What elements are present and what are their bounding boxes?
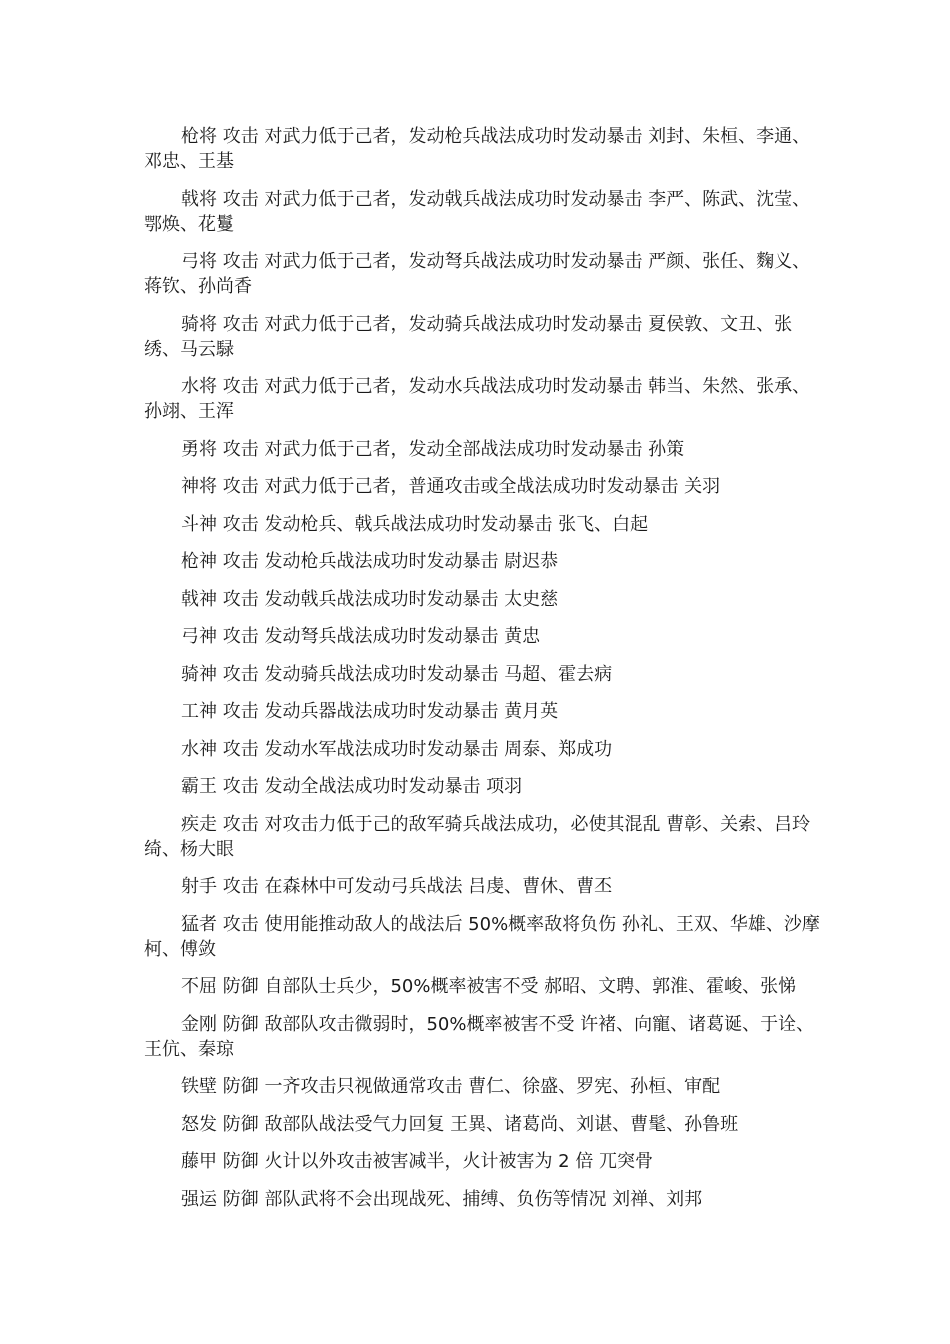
skill-entry-spear-god: 枪神 攻击 发动枪兵战法成功时发动暴击 尉迟恭	[181, 551, 559, 572]
skill-entry-indomitable: 不屈 防御 自部队士兵少，50%概率被害不受 郝昭、文聘、郭淮、霍峻、张悌	[181, 976, 797, 997]
skill-entry-cavalry-god: 骑神 攻击 发动骑兵战法成功时发动暴击 马超、霍去病	[181, 663, 613, 685]
skill-entry-fortune: 强运 防御 部队武将不会出现战死、捕缚、负伤等情况 刘禅、刘邦	[181, 1188, 703, 1210]
skill-entry-spear-general: 枪将 攻击 对武力低于己者，发动枪兵战法成功时发动暴击 刘封、朱桓、李通、邓忠、王基	[144, 126, 811, 172]
document-body	[144, 124, 820, 1224]
skill-entry-fury: 怒发 防御 敌部队战法受气力回复 王異、诸葛尚、刘谌、曹髦、孙鲁班	[181, 1113, 739, 1135]
skill-entry-fierce: 猛者 攻击 使用能推动敌人的战法后 50%概率敌将负伤 孙礼、王双、华雄、沙摩柯、傅敛	[144, 913, 820, 960]
skill-entry-overlord: 霸王 攻击 发动全战法成功时发动暴击 项羽	[181, 776, 523, 797]
skill-entry-divine-general: 神将 攻击 对武力低于己者，普通攻击或全战法成功时发动暴击 关羽	[181, 476, 721, 497]
skill-entry-engineering-god: 工神 攻击 发动兵器战法成功时发动暴击 黄月英	[181, 701, 559, 722]
skill-entry-rattan-armor: 藤甲 防御 火计以外攻击被害减半，火计被害为 2 倍 兀突骨	[181, 1151, 654, 1172]
skill-entry-cavalry-general: 骑将 攻击 对武力低于己者，发动骑兵战法成功时发动暴击 夏侯敦、文丑、张绣、马云騄	[144, 313, 793, 360]
skill-entry-halberd-general: 戟将 攻击 对武力低于己者，发动戟兵战法成功时发动暴击 李严、陈武、沈莹、鄂焕、花鬘	[144, 188, 811, 235]
skill-entry-vajra: 金刚 防御 敌部队攻击微弱时，50%概率被害不受 许褚、向寵、诸葛诞、于诠、王伉、秦琼	[144, 1013, 815, 1060]
skill-entry-battle-god: 斗神 攻击 发动枪兵、戟兵战法成功时发动暴击 张飞、白起	[181, 513, 649, 535]
skill-entry-naval-god: 水神 攻击 发动水军战法成功时发动暴击 周泰、郑成功	[181, 738, 613, 760]
skill-entry-naval-general: 水将 攻击 对武力低于己者，发动水兵战法成功时发动暴击 韩当、朱然、张承、孙翊、王浑	[144, 376, 811, 422]
skill-entry-gallop: 疾走 攻击 对攻击力低于己的敌军骑兵战法成功，必使其混乱 曹彰、关索、吕玲绮、杨大眼	[144, 813, 811, 860]
skill-entry-brave-general: 勇将 攻击 对武力低于己者，发动全部战法成功时发动暴击 孙策	[181, 438, 685, 460]
skill-entry-iron-wall: 铁壁 防御 一齐攻击只视做通常攻击 曹仁、徐盛、罗宪、孙桓、审配	[181, 1076, 721, 1097]
skill-entry-archer: 射手 攻击 在森林中可发动弓兵战法 吕虔、曹休、曹丕	[181, 876, 613, 897]
skill-entry-bow-god: 弓神 攻击 发动弩兵战法成功时发动暴击 黄忠	[181, 626, 541, 647]
skill-entry-bow-general: 弓将 攻击 对武力低于己者，发动弩兵战法成功时发动暴击 严颜、张任、麴义、蒋钦、孙尚香	[144, 251, 811, 297]
skill-entry-halberd-god: 戟神 攻击 发动戟兵战法成功时发动暴击 太史慈	[181, 588, 559, 610]
